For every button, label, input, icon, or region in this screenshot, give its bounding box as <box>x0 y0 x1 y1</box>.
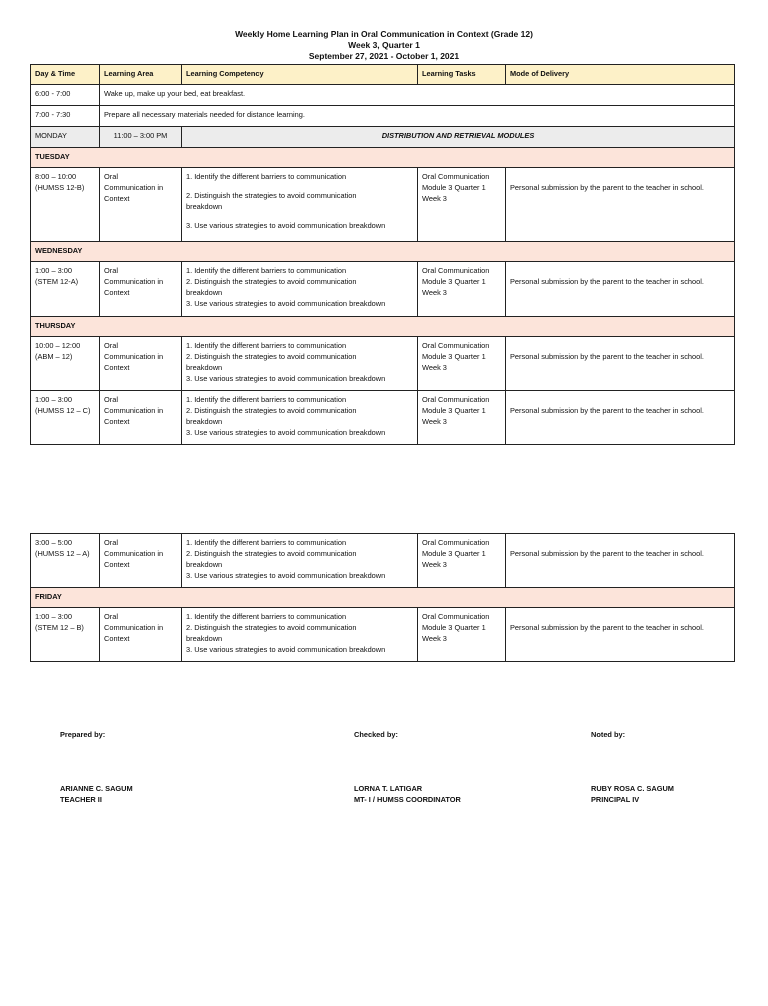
area-line: Oral <box>104 395 118 404</box>
document-header <box>0 29 768 62</box>
area-line: Communication in <box>104 352 164 361</box>
competency-item: breakdown <box>186 417 223 426</box>
task-line: Module 3 Quarter 1 <box>422 352 486 361</box>
area-cell <box>100 608 182 662</box>
session-time: 10:00 – 12:00 <box>35 341 81 350</box>
day-row-friday <box>31 588 735 608</box>
signatory-title: MT- I / HUMSS COORDINATOR <box>354 795 461 804</box>
mode-cell: Personal submission by the parent to the teacher in school. <box>506 608 735 662</box>
competency-item: 2. Distinguish the strategies to avoid communication <box>186 352 357 361</box>
task-line: Module 3 Quarter 1 <box>422 623 486 632</box>
area-line: Communication in <box>104 277 164 286</box>
area-line: Oral <box>104 266 118 275</box>
session-time: 8:00 – 10:00 <box>35 172 77 181</box>
task-line: Module 3 Quarter 1 <box>422 277 486 286</box>
competency-item: 2. Distinguish the strategies to avoid communication <box>186 623 357 632</box>
competency-cell <box>182 337 418 391</box>
area-line: Communication in <box>104 183 164 192</box>
competency-item: 3. Use various strategies to avoid communication breakdown <box>186 428 386 437</box>
task-line: Week 3 <box>422 194 447 203</box>
competency-cell <box>182 262 418 317</box>
task-line: Module 3 Quarter 1 <box>422 183 486 192</box>
competency-item: 1. Identify the different barriers to communication <box>186 266 347 275</box>
task-line: Oral Communication <box>422 172 490 181</box>
task-line: Week 3 <box>422 417 447 426</box>
competency-item: breakdown <box>186 560 223 569</box>
task-line: Oral Communication <box>422 538 490 547</box>
day-label: THURSDAY <box>31 317 735 337</box>
session-time: 1:00 – 3:00 <box>35 395 72 404</box>
signatory-name: LORNA T. LATIGAR <box>354 784 423 793</box>
area-line: Communication in <box>104 406 164 415</box>
mode-cell: Personal submission by the parent to the teacher in school. <box>506 262 735 317</box>
mode-cell: Personal submission by the parent to the teacher in school. <box>506 337 735 391</box>
noted-by-label: Noted by: <box>591 730 626 739</box>
checked-by-signatory <box>354 783 461 805</box>
day-label: WEDNESDAY <box>31 242 735 262</box>
area-line: Context <box>104 560 130 569</box>
task-line: Week 3 <box>422 560 447 569</box>
area-line: Oral <box>104 341 118 350</box>
session-section: (HUMSS 12-B) <box>35 183 85 192</box>
signatory-title: TEACHER II <box>60 795 102 804</box>
time-cell <box>31 262 100 317</box>
area-line: Context <box>104 634 130 643</box>
competency-item: 1. Identify the different barriers to communication <box>186 341 347 350</box>
task-cell <box>418 337 506 391</box>
column-header: Learning Competency <box>182 65 418 85</box>
area-line: Context <box>104 288 130 297</box>
mode-cell: Personal submission by the parent to the teacher in school. <box>506 168 735 242</box>
session-section: (ABM – 12) <box>35 352 73 361</box>
task-line: Module 3 Quarter 1 <box>422 549 486 558</box>
area-cell <box>100 391 182 445</box>
task-line: Week 3 <box>422 288 447 297</box>
table-row <box>31 262 735 317</box>
column-header: Learning Area <box>100 65 182 85</box>
task-line: Oral Communication <box>422 395 490 404</box>
competency-item: 2. Distinguish the strategies to avoid communication <box>186 406 357 415</box>
session-section: (STEM 12 – B) <box>35 623 84 632</box>
competency-item: 3. Use various strategies to avoid communication breakdown <box>186 221 386 230</box>
competency-cell <box>182 608 418 662</box>
area-cell <box>100 337 182 391</box>
activity-cell: Wake up, make up your bed, eat breakfast. <box>100 85 735 106</box>
area-line: Context <box>104 417 130 426</box>
competency-item: 3. Use various strategies to avoid communication breakdown <box>186 645 386 654</box>
table-header-row <box>31 65 735 85</box>
learning-plan-table <box>30 64 735 445</box>
area-line: Context <box>104 363 130 372</box>
time-cell <box>31 534 100 588</box>
area-cell <box>100 534 182 588</box>
prepared-by-label: Prepared by: <box>60 730 106 739</box>
time-cell <box>31 168 100 242</box>
competency-item: 1. Identify the different barriers to communication <box>186 538 347 547</box>
document-dates: September 27, 2021 - October 1, 2021 <box>308 51 460 61</box>
competency-item: breakdown <box>186 202 223 211</box>
day-label: MONDAY <box>31 127 100 148</box>
time-cell: 11:00 – 3:00 PM <box>100 127 182 148</box>
signatory-title: PRINCIPAL IV <box>591 795 640 804</box>
time-cell: 7:00 - 7:30 <box>31 106 100 127</box>
activity-cell: Prepare all necessary materials needed for distance learning. <box>100 106 735 127</box>
competency-item: 1. Identify the different barriers to communication <box>186 172 347 181</box>
time-cell <box>31 391 100 445</box>
competency-item: 2. Distinguish the strategies to avoid communication <box>186 549 357 558</box>
table-row <box>31 337 735 391</box>
task-line: Week 3 <box>422 634 447 643</box>
competency-cell <box>182 168 418 242</box>
time-cell <box>31 608 100 662</box>
task-cell <box>418 391 506 445</box>
competency-item: breakdown <box>186 288 223 297</box>
mode-cell: Personal submission by the parent to the teacher in school. <box>506 534 735 588</box>
area-line: Oral <box>104 172 118 181</box>
competency-item: 2. Distinguish the strategies to avoid communication <box>186 191 357 200</box>
signatory-name: ARIANNE C. SAGUM <box>60 784 133 793</box>
column-header: Day & Time <box>31 65 100 85</box>
day-label: FRIDAY <box>31 588 735 608</box>
time-cell: 6:00 - 7:00 <box>31 85 100 106</box>
task-line: Week 3 <box>422 363 447 372</box>
task-cell <box>418 262 506 317</box>
document-week: Week 3, Quarter 1 <box>348 40 420 50</box>
monday-row <box>31 127 735 148</box>
document-title: Weekly Home Learning Plan in Oral Communication in Context (Grade 12) <box>235 29 533 39</box>
competency-item: 2. Distinguish the strategies to avoid communication <box>186 277 357 286</box>
area-cell <box>100 262 182 317</box>
competency-item: 3. Use various strategies to avoid communication breakdown <box>186 299 386 308</box>
area-line: Oral <box>104 538 118 547</box>
task-line: Oral Communication <box>422 266 490 275</box>
competency-item: 1. Identify the different barriers to communication <box>186 395 347 404</box>
column-header: Learning Tasks <box>418 65 506 85</box>
competency-item: 1. Identify the different barriers to communication <box>186 612 347 621</box>
table-row <box>31 106 735 127</box>
session-time: 1:00 – 3:00 <box>35 612 72 621</box>
area-line: Communication in <box>104 623 164 632</box>
table-row <box>31 534 735 588</box>
session-section: (STEM 12-A) <box>35 277 79 286</box>
day-row-tuesday <box>31 148 735 168</box>
area-line: Oral <box>104 612 118 621</box>
table-row <box>31 85 735 106</box>
activity-cell: DISTRIBUTION AND RETRIEVAL MODULES <box>182 127 735 148</box>
time-cell <box>31 337 100 391</box>
area-cell <box>100 168 182 242</box>
competency-item: breakdown <box>186 363 223 372</box>
session-section: (HUMSS 12 – C) <box>35 406 91 415</box>
task-line: Oral Communication <box>422 612 490 621</box>
day-label: TUESDAY <box>31 148 735 168</box>
table-row <box>31 168 735 242</box>
competency-cell <box>182 391 418 445</box>
task-cell <box>418 168 506 242</box>
session-time: 1:00 – 3:00 <box>35 266 72 275</box>
column-header: Mode of Delivery <box>506 65 735 85</box>
table-row <box>31 608 735 662</box>
signatory-name: RUBY ROSA C. SAGUM <box>591 784 674 793</box>
noted-by-signatory <box>591 783 674 805</box>
session-section: (HUMSS 12 – A) <box>35 549 90 558</box>
area-line: Context <box>104 194 130 203</box>
competency-cell <box>182 534 418 588</box>
day-row-thursday <box>31 317 735 337</box>
prepared-by-signatory <box>60 783 133 805</box>
competency-item: 3. Use various strategies to avoid communication breakdown <box>186 374 386 383</box>
task-line: Oral Communication <box>422 341 490 350</box>
checked-by-label: Checked by: <box>354 730 398 739</box>
area-line: Communication in <box>104 549 164 558</box>
mode-cell: Personal submission by the parent to the teacher in school. <box>506 391 735 445</box>
day-row-wednesday <box>31 242 735 262</box>
learning-plan-table-continued <box>30 533 735 662</box>
table-row <box>31 391 735 445</box>
task-cell <box>418 534 506 588</box>
competency-item: breakdown <box>186 634 223 643</box>
task-cell <box>418 608 506 662</box>
session-time: 3:00 – 5:00 <box>35 538 72 547</box>
task-line: Module 3 Quarter 1 <box>422 406 486 415</box>
competency-item: 3. Use various strategies to avoid communication breakdown <box>186 571 386 580</box>
